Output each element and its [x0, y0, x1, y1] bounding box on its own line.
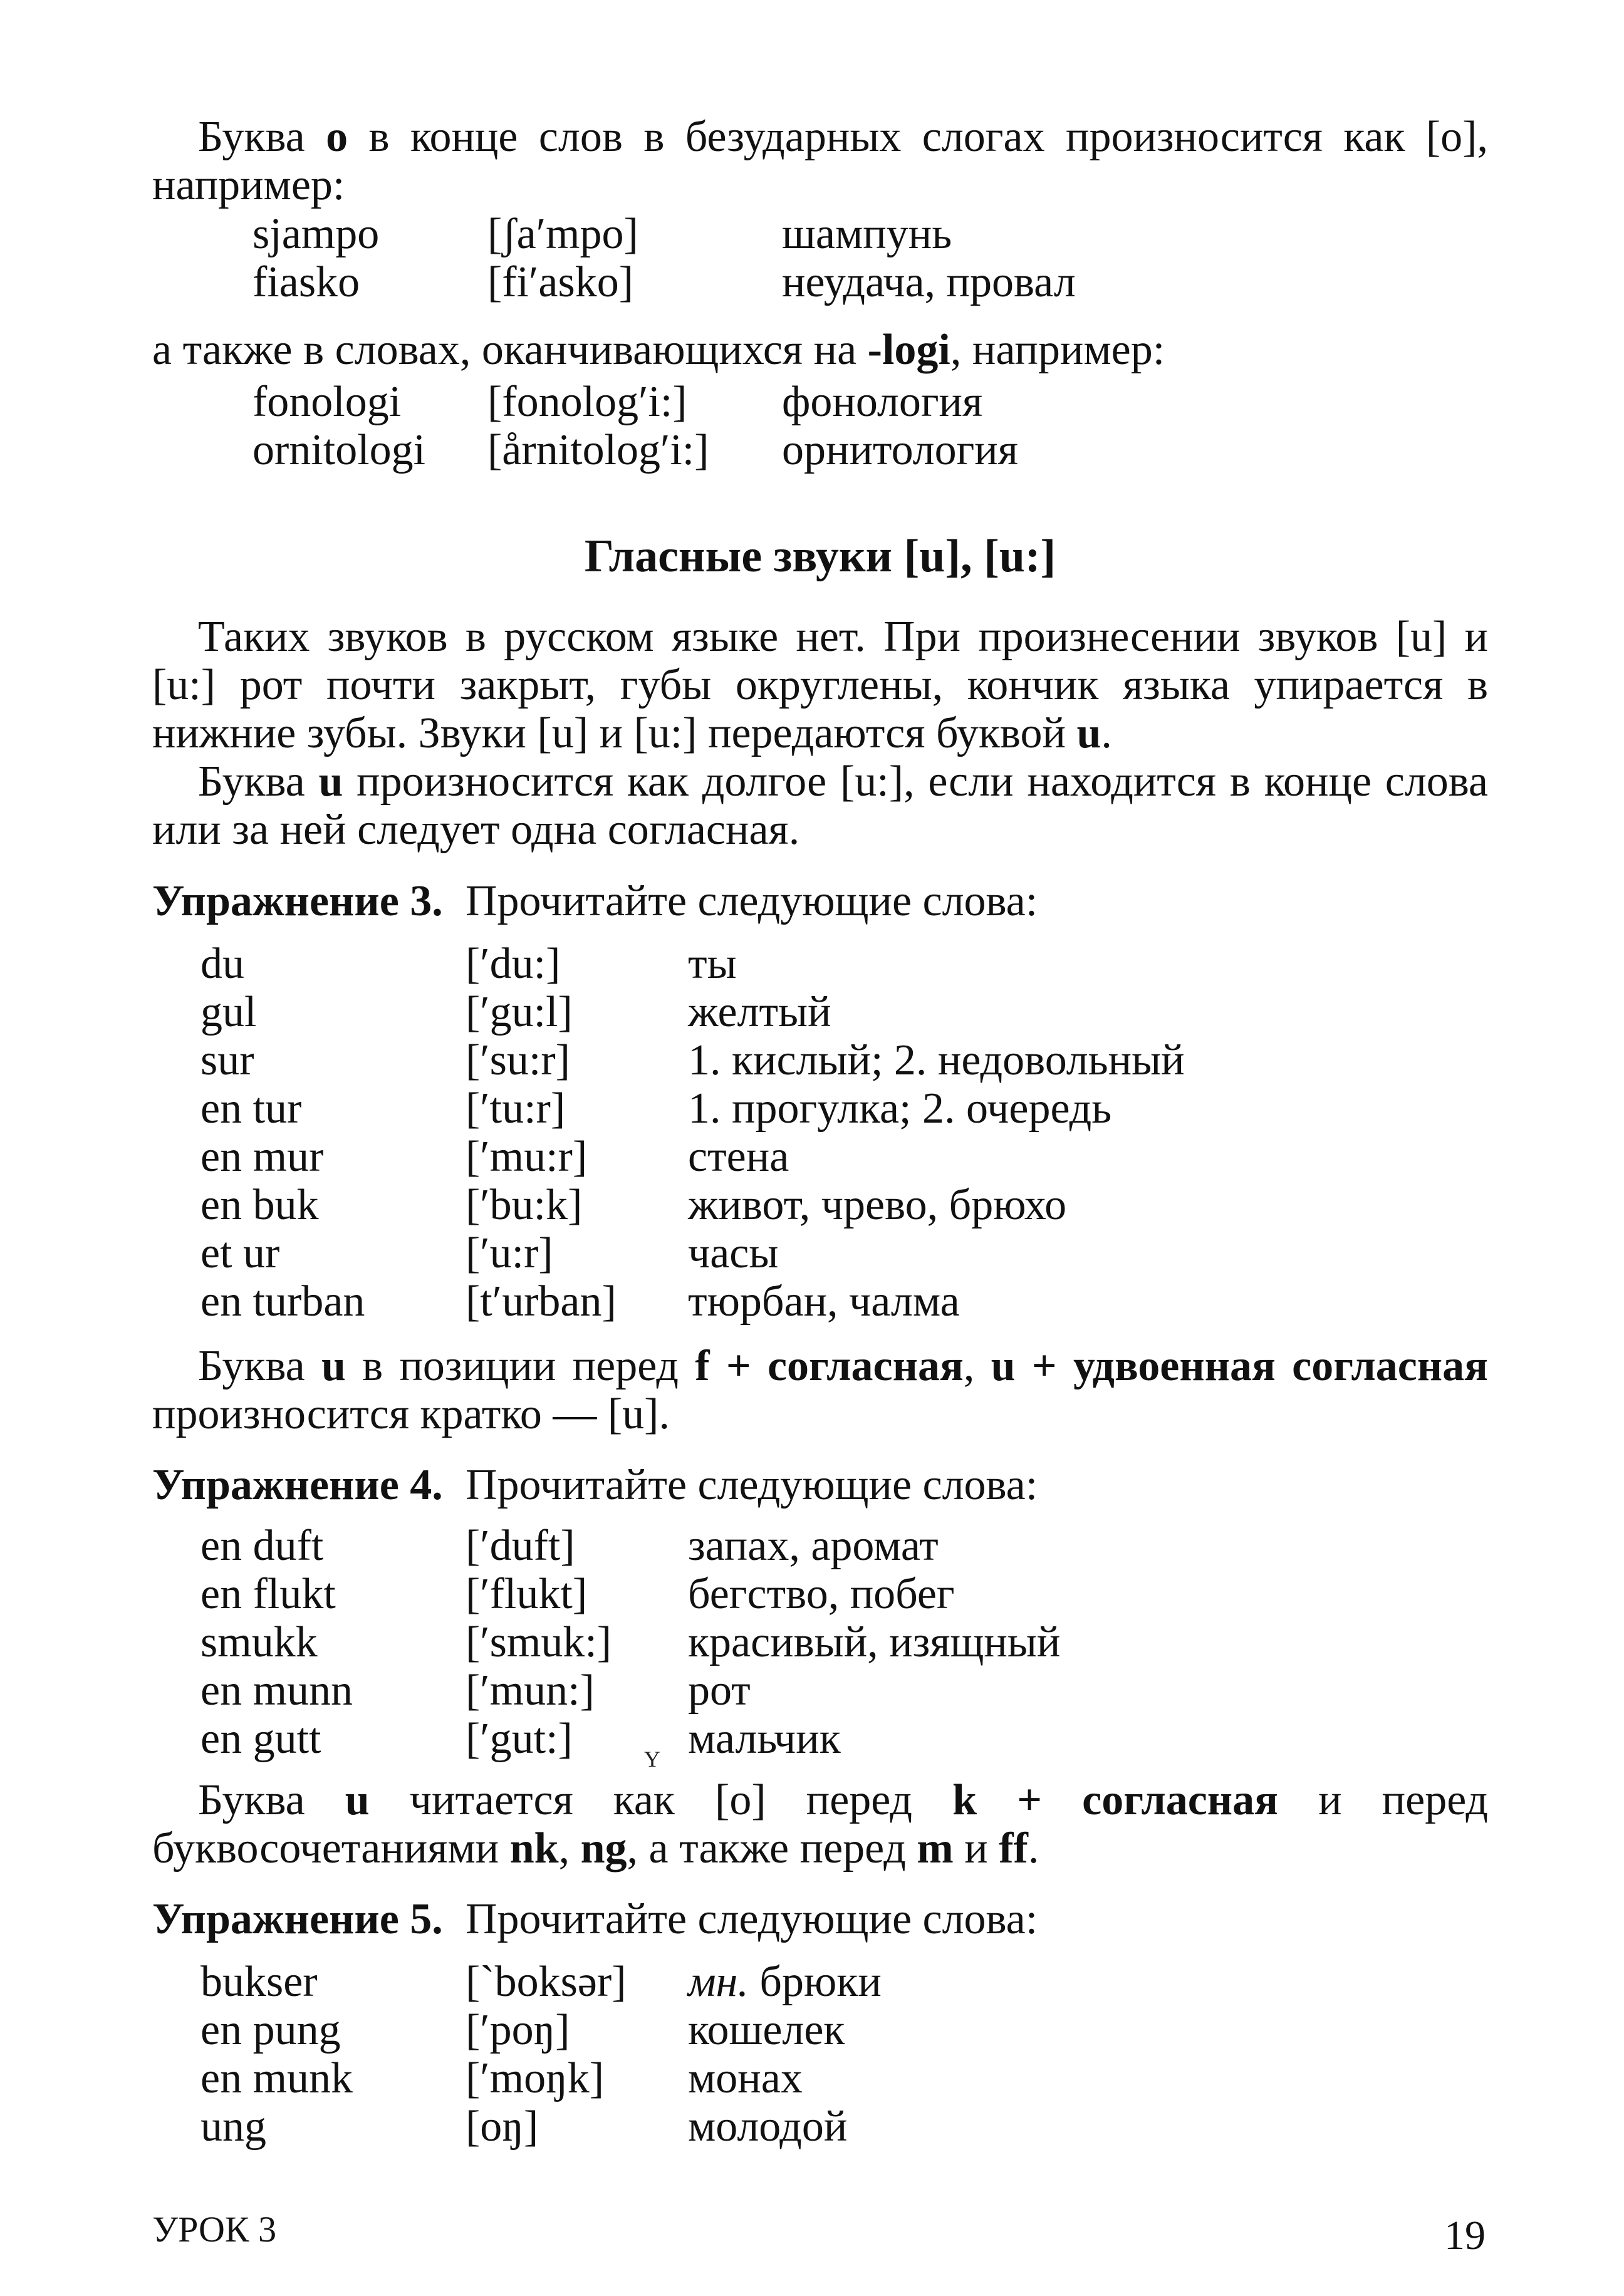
- word: en tur: [200, 1084, 302, 1133]
- exercise-5-title: [152, 1895, 1038, 1943]
- translation: фонология: [782, 378, 983, 426]
- translation: 1. прогулка; 2. очередь: [688, 1084, 1112, 1133]
- exercise-4-title: [152, 1461, 1038, 1509]
- word: gul: [200, 988, 257, 1036]
- exercise-instruction: Прочитайте следующие слова:: [466, 1895, 1038, 1943]
- bold-text: ff: [999, 1824, 1028, 1873]
- exercise-label: Упражнение 4.: [152, 1461, 443, 1509]
- word: en pung: [200, 2006, 341, 2054]
- word: en gutt: [200, 1715, 321, 1763]
- transcription: [′moŋk]: [466, 2054, 605, 2102]
- translation: [688, 1958, 882, 2006]
- translation: красивый, изящный: [688, 1618, 1061, 1666]
- example-row: [152, 210, 1488, 258]
- text: произносится кратко — [u].: [152, 1390, 670, 1438]
- transcription: [oŋ]: [466, 2102, 539, 2151]
- translation: шампунь: [782, 210, 952, 258]
- translation: мальчик: [688, 1715, 841, 1763]
- word: en munn: [200, 1666, 353, 1715]
- bold-text: m: [917, 1824, 954, 1873]
- bold-text: nk: [509, 1824, 559, 1873]
- translation: тюрбан, чалма: [688, 1277, 960, 1326]
- translation-text: брюки: [748, 1958, 882, 2006]
- transcription: [′poŋ]: [466, 2006, 570, 2054]
- bold-letter: u: [318, 757, 343, 806]
- text: Буква: [198, 113, 326, 161]
- translation: орнитология: [782, 426, 1018, 474]
- word: et ur: [200, 1229, 280, 1277]
- transcription: [′gut:]: [466, 1715, 573, 1763]
- transcription: [′flukt]: [466, 1570, 588, 1618]
- bold-suffix: -logi: [867, 326, 950, 374]
- translation: кошелек: [688, 2006, 845, 2054]
- translation: ты: [688, 940, 737, 988]
- transcription: [fi′asko]: [487, 258, 634, 306]
- bold-text: u + удвоенная согласная: [991, 1342, 1488, 1390]
- intro-paragraph-1: [152, 113, 1488, 209]
- rule-short-u: [152, 1342, 1488, 1438]
- word: en buk: [200, 1181, 319, 1229]
- word: en munk: [200, 2054, 353, 2102]
- word: bukser: [200, 1958, 318, 2006]
- word: en mur: [200, 1133, 324, 1181]
- word: fiasko: [252, 258, 360, 306]
- word: fonologi: [252, 378, 402, 426]
- bold-letter: o: [326, 113, 348, 161]
- text: Буква: [198, 757, 319, 806]
- page-number: 19: [1444, 2213, 1486, 2258]
- word: smukk: [200, 1618, 318, 1666]
- transcription: [′smuk:]: [466, 1618, 612, 1666]
- translation: неудача, провал: [782, 258, 1076, 306]
- transcription: [′mu:r]: [466, 1133, 588, 1181]
- text: и перед буквосочетаниями: [152, 1776, 1488, 1873]
- text: ,: [963, 1342, 991, 1390]
- word: sjampo: [252, 210, 380, 258]
- translation: 1. кислый; 2. недовольный: [688, 1036, 1185, 1084]
- transcription: [′su:r]: [466, 1036, 570, 1084]
- example-row: [152, 426, 1488, 474]
- text: .: [1101, 709, 1112, 757]
- bold-letter: u: [1076, 709, 1101, 757]
- plural-abbreviation: мн.: [688, 1958, 749, 2006]
- word: ornitologi: [252, 426, 426, 474]
- lesson-label: УРОК 3: [152, 2209, 277, 2250]
- transcription: [fonolog′i:]: [487, 378, 687, 426]
- translation: часы: [688, 1229, 779, 1277]
- text: произносится как долгое [u:], если находится в конце слова или за ней следует одна согласная.: [152, 757, 1488, 854]
- example-row: [152, 378, 1488, 426]
- transcription: [′tu:r]: [466, 1084, 566, 1133]
- bold-text: k + согласная: [952, 1776, 1279, 1824]
- bold-text: f + согласная: [695, 1342, 964, 1390]
- exercise-3-title: [152, 877, 1038, 925]
- transcription: [′du:]: [466, 940, 561, 988]
- translation: желтый: [688, 988, 831, 1036]
- transcription: [′gu:l]: [466, 988, 573, 1036]
- translation: живот, чрево, брюхо: [688, 1181, 1067, 1229]
- bold-text: u: [345, 1776, 370, 1824]
- translation: бегство, побег: [688, 1570, 955, 1618]
- translation: монах: [688, 2054, 803, 2102]
- text: а также в словах, оканчивающихся на: [152, 326, 868, 374]
- intro-paragraph-2: [152, 326, 1165, 374]
- exercise-instruction: Прочитайте следующие слова:: [466, 1461, 1038, 1509]
- text: , например:: [950, 326, 1165, 374]
- transcription: [′duft]: [466, 1522, 575, 1570]
- transcription: [t′urban]: [466, 1277, 617, 1326]
- transcription: [ʃa′mpo]: [487, 210, 638, 258]
- bold-text: u: [321, 1342, 346, 1390]
- word: ung: [200, 2102, 266, 2151]
- handwritten-mark: Y: [644, 1747, 660, 1772]
- exercise-label: Упражнение 3.: [152, 877, 443, 925]
- word: sur: [200, 1036, 254, 1084]
- exercise-label: Упражнение 5.: [152, 1895, 443, 1943]
- translation: молодой: [688, 2102, 848, 2151]
- text: .: [1028, 1824, 1039, 1873]
- text: Таких звуков в русском языке нет. При произнесении звуков [u] и [u:] рот почти закрыт, губы округлены, кончик языка упирается в нижние зубы. Звуки [u] и [u:] передаются буквой: [152, 613, 1488, 757]
- rule-u-as-o: [152, 1776, 1488, 1873]
- text: Буква: [198, 1342, 321, 1390]
- section-heading: Гласные звуки [u], [u:]: [584, 531, 1056, 582]
- section-paragraph-1: [152, 613, 1488, 757]
- text: читается как [o] перед: [369, 1776, 953, 1824]
- text: , а также перед: [627, 1824, 917, 1873]
- transcription: [′u:r]: [466, 1229, 553, 1277]
- exercise-instruction: Прочитайте следующие слова:: [466, 877, 1038, 925]
- text: Буква: [198, 1776, 345, 1824]
- transcription: [ˋboksər]: [466, 1958, 627, 2006]
- bold-text: ng: [580, 1824, 627, 1873]
- word: en flukt: [200, 1570, 336, 1618]
- example-row: [152, 258, 1488, 306]
- translation: стена: [688, 1133, 789, 1181]
- transcription: [′mun:]: [466, 1666, 595, 1715]
- text: в конце слов в безударных слогах произносится как [o], например:: [152, 113, 1488, 209]
- text: ,: [558, 1824, 581, 1873]
- text: и: [953, 1824, 999, 1873]
- transcription: [årnitolog′i:]: [487, 426, 709, 474]
- section-paragraph-2: [152, 757, 1488, 854]
- word: en turban: [200, 1277, 365, 1326]
- word: du: [200, 940, 244, 988]
- translation: рот: [688, 1666, 751, 1715]
- word: en duft: [200, 1522, 324, 1570]
- text: в позиции перед: [345, 1342, 695, 1390]
- transcription: [′bu:k]: [466, 1181, 583, 1229]
- translation: запах, аромат: [688, 1522, 939, 1570]
